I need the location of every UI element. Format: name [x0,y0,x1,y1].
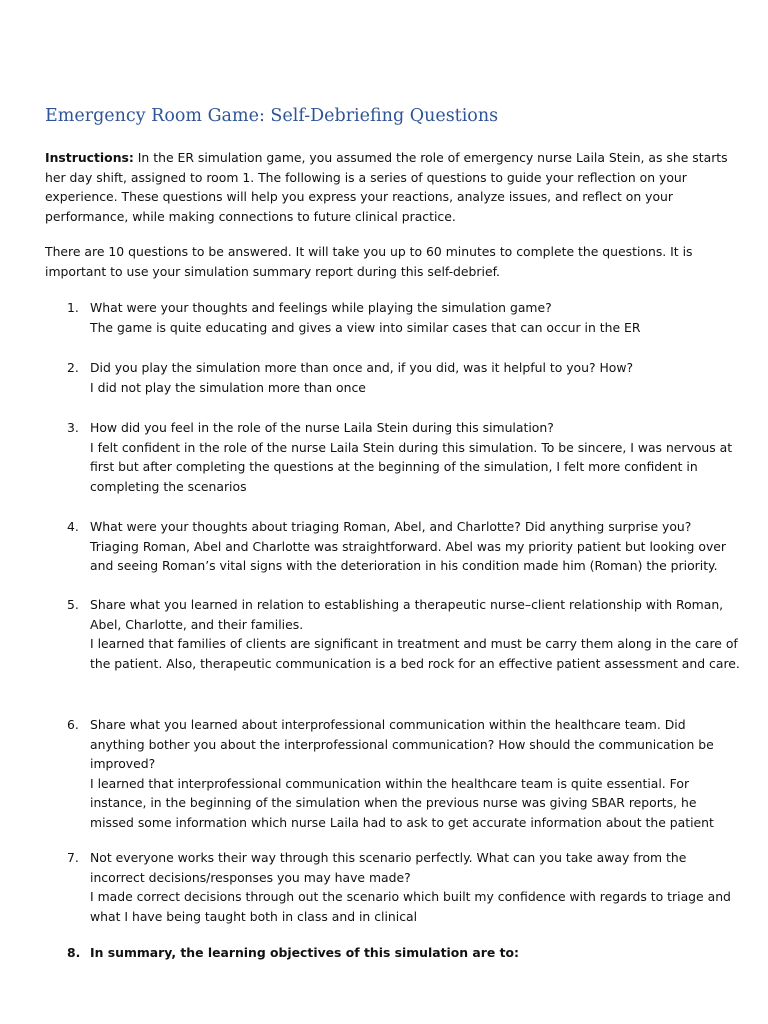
question-text: How did you feel in the role of the nurse Laila Stein during this simulation? [90,420,554,435]
intro-paragraph: There are 10 questions to be answered. It will take you up to 60 minutes to complete the questions. It is important to use your simulation summary report during this self-debrief. [45,244,693,279]
answer-text: I made correct decisions through out the scenario which built my confidence with regards to triage and what I have being taught both in class and in clinical [90,889,731,924]
question-number: 4. [67,519,79,534]
answer-text: I learned that families of clients are significant in treatment and must be carry them along in the care of the patient. Also, therapeutic communication is a bed rock for an effective patient assessment and care. [90,636,740,671]
question-text: Share what you learned about interprofessional communication within the healthcare team. Did anything bother you about the interprofessional communication? How should the communication be improved? [90,717,714,772]
question-number: 5. [67,597,79,612]
question-number: 3. [67,420,79,435]
question-text: Did you play the simulation more than once and, if you did, was it helpful to you? How? [90,360,634,375]
answer-text: Triaging Roman, Abel and Charlotte was straightforward. Abel was my priority patient but looking over and seeing Roman’s vital signs with the deterioration in his condition made him (Roman) the priority. [90,538,726,574]
question-number: 2. [67,360,79,375]
page-title: Emergency Room Game: Self-Debriefing Questions [45,106,499,126]
answer-text: I felt confident in the role of the nurse Laila Stein during this simulation. To be sincere, I was nervous at first but after completing the questions at the beginning of the simulation, I felt more confident in completing the scenarios [90,439,733,494]
question-text: What were your thoughts and feelings while playing the simulation game? [90,300,552,315]
question-number: 7. [67,850,79,865]
question-number: 6. [67,717,79,732]
question-number: 1. [67,300,79,315]
instructions-text: In the ER simulation game, you assumed the role of emergency nurse Laila Stein, as she starts her day shift, assigned to room 1. The following is a series of questions to guide your reflection on your experience. These questions will help you express your reactions, analyze issues, and reflect on your performance, while making connections to future clinical practice. [45,150,728,224]
answer-text: I learned that interprofessional communication within the healthcare team is quite essential. For instance, in the beginning of the simulation when the previous nurse was giving SBAR reports, he missed some information which nurse Laila had to ask to get accurate information about the patient [90,775,714,830]
question-text: Share what you learned in relation to establishing a therapeutic nurse–client relationship with Roman, Abel, Charlotte, and their families. [90,597,724,632]
question-text: Not everyone works their way through this scenario perfectly. What can you take away from the incorrect decisions/responses you may have made? [90,850,687,885]
answer-text: I did not play the simulation more than once [90,379,366,395]
instructions-label: Instructions: [45,150,134,165]
question-text: What were your thoughts about triaging Roman, Abel, and Charlotte? Did anything surprise you? [90,519,692,534]
instructions-paragraph [45,148,735,226]
question-text: In summary, the learning objectives of this simulation are to: [90,945,520,960]
answer-text: The game is quite educating and gives a view into similar cases that can occur in the ER [90,319,641,335]
question-number: 8. [67,945,81,960]
